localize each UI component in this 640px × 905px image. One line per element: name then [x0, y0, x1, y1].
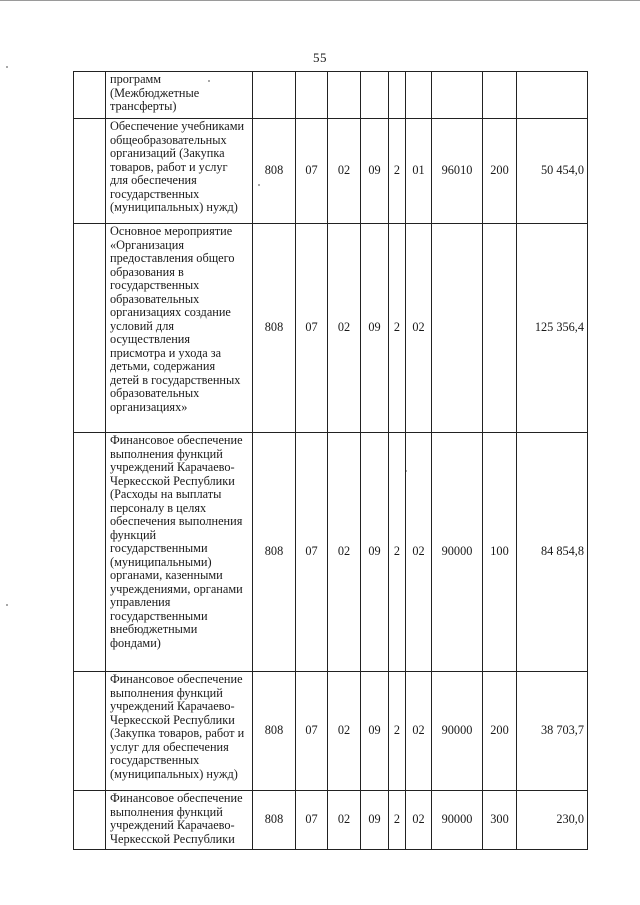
table-row: [74, 224, 588, 433]
amount-cell: 125 356,4: [517, 224, 588, 433]
item-name-cell: [106, 433, 253, 672]
expense-type-cell: [483, 224, 517, 433]
section-cell: 07: [296, 791, 328, 850]
blank-cell: [74, 72, 106, 119]
direction-code-cell: 90000: [432, 672, 483, 791]
blank-cell: [74, 791, 106, 850]
subprogram-code-cell: 2: [389, 791, 406, 850]
grbs-cell: [253, 72, 296, 119]
section-cell: 07: [296, 119, 328, 224]
scan-speck: [6, 66, 8, 68]
item-name: программ (Межбюджетные трансферты): [110, 72, 200, 113]
item-name-cell: [106, 72, 253, 119]
activity-code-cell: 02: [406, 791, 432, 850]
subprogram-code-cell: 2: [389, 224, 406, 433]
amount-cell: [517, 72, 588, 119]
section-cell: [296, 72, 328, 119]
subprogram-code-cell: 2: [389, 119, 406, 224]
direction-code-cell: [432, 72, 483, 119]
activity-code-cell: [406, 72, 432, 119]
subsection-cell: 02: [328, 119, 361, 224]
amount-cell: 84 854,8: [517, 433, 588, 672]
program-code-cell: 09: [361, 672, 389, 791]
direction-code-cell: 90000: [432, 791, 483, 850]
item-name-cell: [106, 672, 253, 791]
activity-code-cell: 02: [406, 672, 432, 791]
activity-code-cell: 01: [406, 119, 432, 224]
expense-type-cell: [483, 72, 517, 119]
table-row: [74, 791, 588, 850]
table-row: [74, 672, 588, 791]
subsection-cell: 02: [328, 672, 361, 791]
amount-cell: 230,0: [517, 791, 588, 850]
subprogram-code-cell: 2: [389, 433, 406, 672]
program-code-cell: [361, 72, 389, 119]
direction-code-cell: 96010: [432, 119, 483, 224]
expense-type-cell: 200: [483, 119, 517, 224]
subsection-cell: 02: [328, 791, 361, 850]
expense-type-cell: 200: [483, 672, 517, 791]
amount-cell: 50 454,0: [517, 119, 588, 224]
direction-code-cell: 90000: [432, 433, 483, 672]
section-cell: 07: [296, 672, 328, 791]
item-name-cell: [106, 224, 253, 433]
amount-cell: 38 703,7: [517, 672, 588, 791]
grbs-cell: 808: [253, 791, 296, 850]
program-code-cell: 09: [361, 119, 389, 224]
subprogram-code-cell: 2: [389, 672, 406, 791]
scan-speck: [6, 604, 8, 606]
subsection-cell: 02: [328, 433, 361, 672]
section-cell: 07: [296, 433, 328, 672]
grbs-cell: 808: [253, 224, 296, 433]
activity-code-cell: 02: [406, 433, 432, 672]
expense-type-cell: 300: [483, 791, 517, 850]
grbs-cell: 808: [253, 119, 296, 224]
blank-cell: [74, 119, 106, 224]
grbs-cell: 808: [253, 672, 296, 791]
item-name: Основное мероприятие «Организация предоставления общего образования в государственных образовательных организациях создание условий для осуществления присмотра и ухода за детьми, содержания детей в государственных образовательных организациях»: [110, 224, 241, 414]
activity-code-cell: 02: [406, 224, 432, 433]
page-number: 55: [313, 50, 327, 65]
blank-cell: [74, 224, 106, 433]
grbs-cell: 808: [253, 433, 296, 672]
section-cell: 07: [296, 224, 328, 433]
blank-cell: [74, 672, 106, 791]
program-code-cell: 09: [361, 791, 389, 850]
subsection-cell: [328, 72, 361, 119]
item-name-cell: [106, 791, 253, 850]
program-code-cell: 09: [361, 224, 389, 433]
subprogram-code-cell: [389, 72, 406, 119]
item-name: Финансовое обеспечение выполнения функций учреждений Карачаево- Черкесской Республики (Расходы на выплаты персоналу в целях обеспечения выполнения функций государственными (муниципальными) органами, казенными учреждениями, органами управления государственными внебюджетными фондами): [110, 433, 243, 650]
item-name: Финансовое обеспечение выполнения функций учреждений Карачаево- Черкесской Республики (Закупка товаров, работ и услуг для обеспечения государственных (муниципальных) нужд): [110, 672, 245, 781]
scan-edge: [0, 0, 640, 1]
subsection-cell: 02: [328, 224, 361, 433]
table-row: [74, 433, 588, 672]
table-row: [74, 119, 588, 224]
item-name: Обеспечение учебниками общеобразовательных организаций (Закупка товаров, работ и услуг для обеспечения государственных (муниципальных) нужд): [110, 119, 245, 214]
budget-table: [73, 71, 588, 850]
item-name-cell: [106, 119, 253, 224]
blank-cell: [74, 433, 106, 672]
item-name: Финансовое обеспечение выполнения функций учреждений Карачаево- Черкесской Республики: [110, 791, 243, 846]
expense-type-cell: 100: [483, 433, 517, 672]
table-row: [74, 72, 588, 119]
program-code-cell: 09: [361, 433, 389, 672]
direction-code-cell: [432, 224, 483, 433]
